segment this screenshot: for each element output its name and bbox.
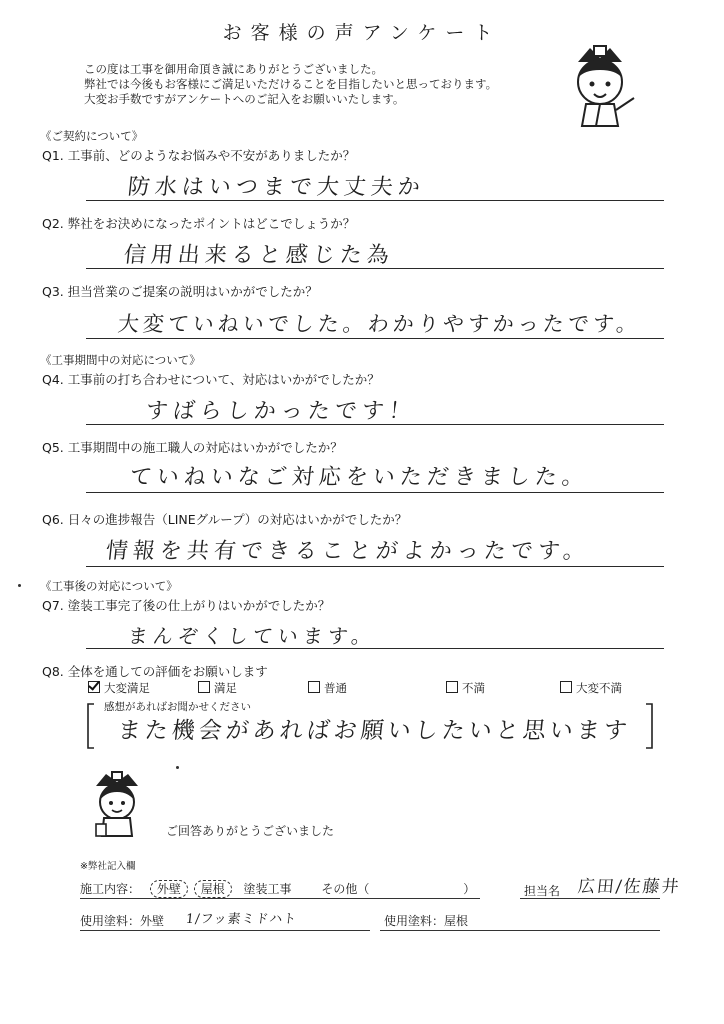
answer-text: すばらしかったです！ bbox=[144, 399, 418, 424]
work-content-row bbox=[80, 880, 475, 897]
staff-name: 広田/佐藤井 bbox=[576, 877, 682, 897]
rating-option-dissatisfied[interactable] bbox=[446, 680, 485, 696]
work-item: その他（ bbox=[321, 882, 370, 896]
question-label: Q2. 弊社をお決めになったポイントはどこでしょうか？ bbox=[42, 216, 356, 231]
question-label: Q3. 担当営業のご提案の説明はいかがでしたか？ bbox=[42, 284, 318, 299]
question-label: Q7. 塗装工事完了後の仕上がりはいかがでしたか？ bbox=[42, 598, 331, 613]
option-label: 不満 bbox=[462, 681, 485, 695]
paint-roof-label: 使用塗料：屋根 bbox=[384, 914, 469, 928]
question-label: Q4. 工事前の打ち合わせについて、対応はいかがでしたか？ bbox=[42, 372, 380, 387]
section-heading: 《ご契約について》 bbox=[40, 129, 144, 143]
intro-line: 弊社では今後もお客様にご満足いただけることを目指したいと思っております。 bbox=[84, 77, 498, 91]
answer-line bbox=[86, 268, 664, 269]
work-item-circled: 屋根 bbox=[194, 880, 232, 898]
question-label: Q1. 工事前、どのようなお悩みや不安がありましたか？ bbox=[42, 148, 356, 163]
divider-line bbox=[80, 930, 370, 931]
rating-option-neutral[interactable] bbox=[308, 680, 347, 696]
divider-line bbox=[380, 930, 660, 931]
intro-line: 大変お手数ですがアンケートへのご記入をお願いいたします。 bbox=[84, 92, 405, 106]
answer-line bbox=[86, 566, 664, 567]
option-label: 大変不満 bbox=[576, 681, 622, 695]
work-item: ） bbox=[463, 882, 476, 896]
section-heading: 《工事期間中の対応について》 bbox=[40, 353, 201, 367]
office-use-header: ※弊社記入欄 bbox=[80, 861, 136, 872]
mascot-illustration bbox=[560, 40, 640, 132]
work-item-circled: 外壁 bbox=[150, 880, 188, 898]
intro-text bbox=[84, 62, 497, 107]
checkbox[interactable] bbox=[198, 681, 210, 693]
answer-text: 情報を共有できることがよかったです。 bbox=[104, 539, 592, 564]
checkbox[interactable] bbox=[560, 681, 572, 693]
answer-line bbox=[86, 338, 664, 339]
staff-label: 担当名 bbox=[524, 884, 561, 898]
answer-line bbox=[86, 492, 664, 493]
ink-speck bbox=[176, 766, 179, 769]
option-label: 普通 bbox=[324, 681, 347, 695]
rating-option-very-satisfied[interactable] bbox=[88, 680, 150, 696]
question-label: Q6. 日々の進捗報告（LINEグループ）の対応はいかがでしたか？ bbox=[42, 512, 408, 527]
mascot-illustration bbox=[82, 770, 152, 840]
checkbox[interactable] bbox=[446, 681, 458, 693]
work-label: 施工内容： bbox=[80, 882, 141, 896]
answer-line bbox=[86, 424, 664, 425]
answer-text: 信用出来ると感じた為 bbox=[122, 243, 396, 268]
question-label: Q5. 工事期間中の施工職人の対応はいかがでしたか？ bbox=[42, 440, 343, 455]
rating-option-very-dissatisfied[interactable] bbox=[560, 680, 622, 696]
paint-wall-label: 使用塗料：外壁 bbox=[80, 914, 165, 928]
answer-text: まんぞくしています。 bbox=[126, 624, 378, 648]
thanks-text: ご回答ありがとうございました bbox=[166, 824, 335, 838]
answer-line bbox=[86, 200, 664, 201]
answer-text: ていねいなご対応をいただきました。 bbox=[128, 465, 591, 490]
section-heading: 《工事後の対応について》 bbox=[40, 579, 178, 593]
comment-label: 感想があればお聞かせください bbox=[104, 701, 251, 713]
question-label: Q8. 全体を通しての評価をお願いします bbox=[42, 664, 268, 679]
divider-line bbox=[520, 898, 660, 899]
answer-text: 防水はいつまで大丈夫か bbox=[126, 175, 427, 200]
paint-wall-value: 1/フッ素ミドハト bbox=[185, 912, 298, 927]
checkbox-checked[interactable] bbox=[88, 681, 100, 693]
checkbox[interactable] bbox=[308, 681, 320, 693]
answer-line bbox=[86, 648, 664, 649]
intro-line: この度は工事を御用命頂き誠にありがとうございました。 bbox=[84, 62, 383, 76]
page-title: お客様の声アンケート bbox=[222, 22, 502, 44]
rating-option-satisfied[interactable] bbox=[198, 680, 237, 696]
option-label: 大変満足 bbox=[104, 681, 150, 695]
comment-text: また機会があればお願いしたいと思います bbox=[116, 718, 633, 744]
work-item: 塗装工事 bbox=[243, 882, 292, 896]
divider-line bbox=[80, 898, 480, 899]
ink-speck bbox=[18, 584, 21, 587]
answer-text: 大変ていねいでした。わかりやすかったです。 bbox=[116, 312, 643, 336]
option-label: 満足 bbox=[214, 681, 237, 695]
